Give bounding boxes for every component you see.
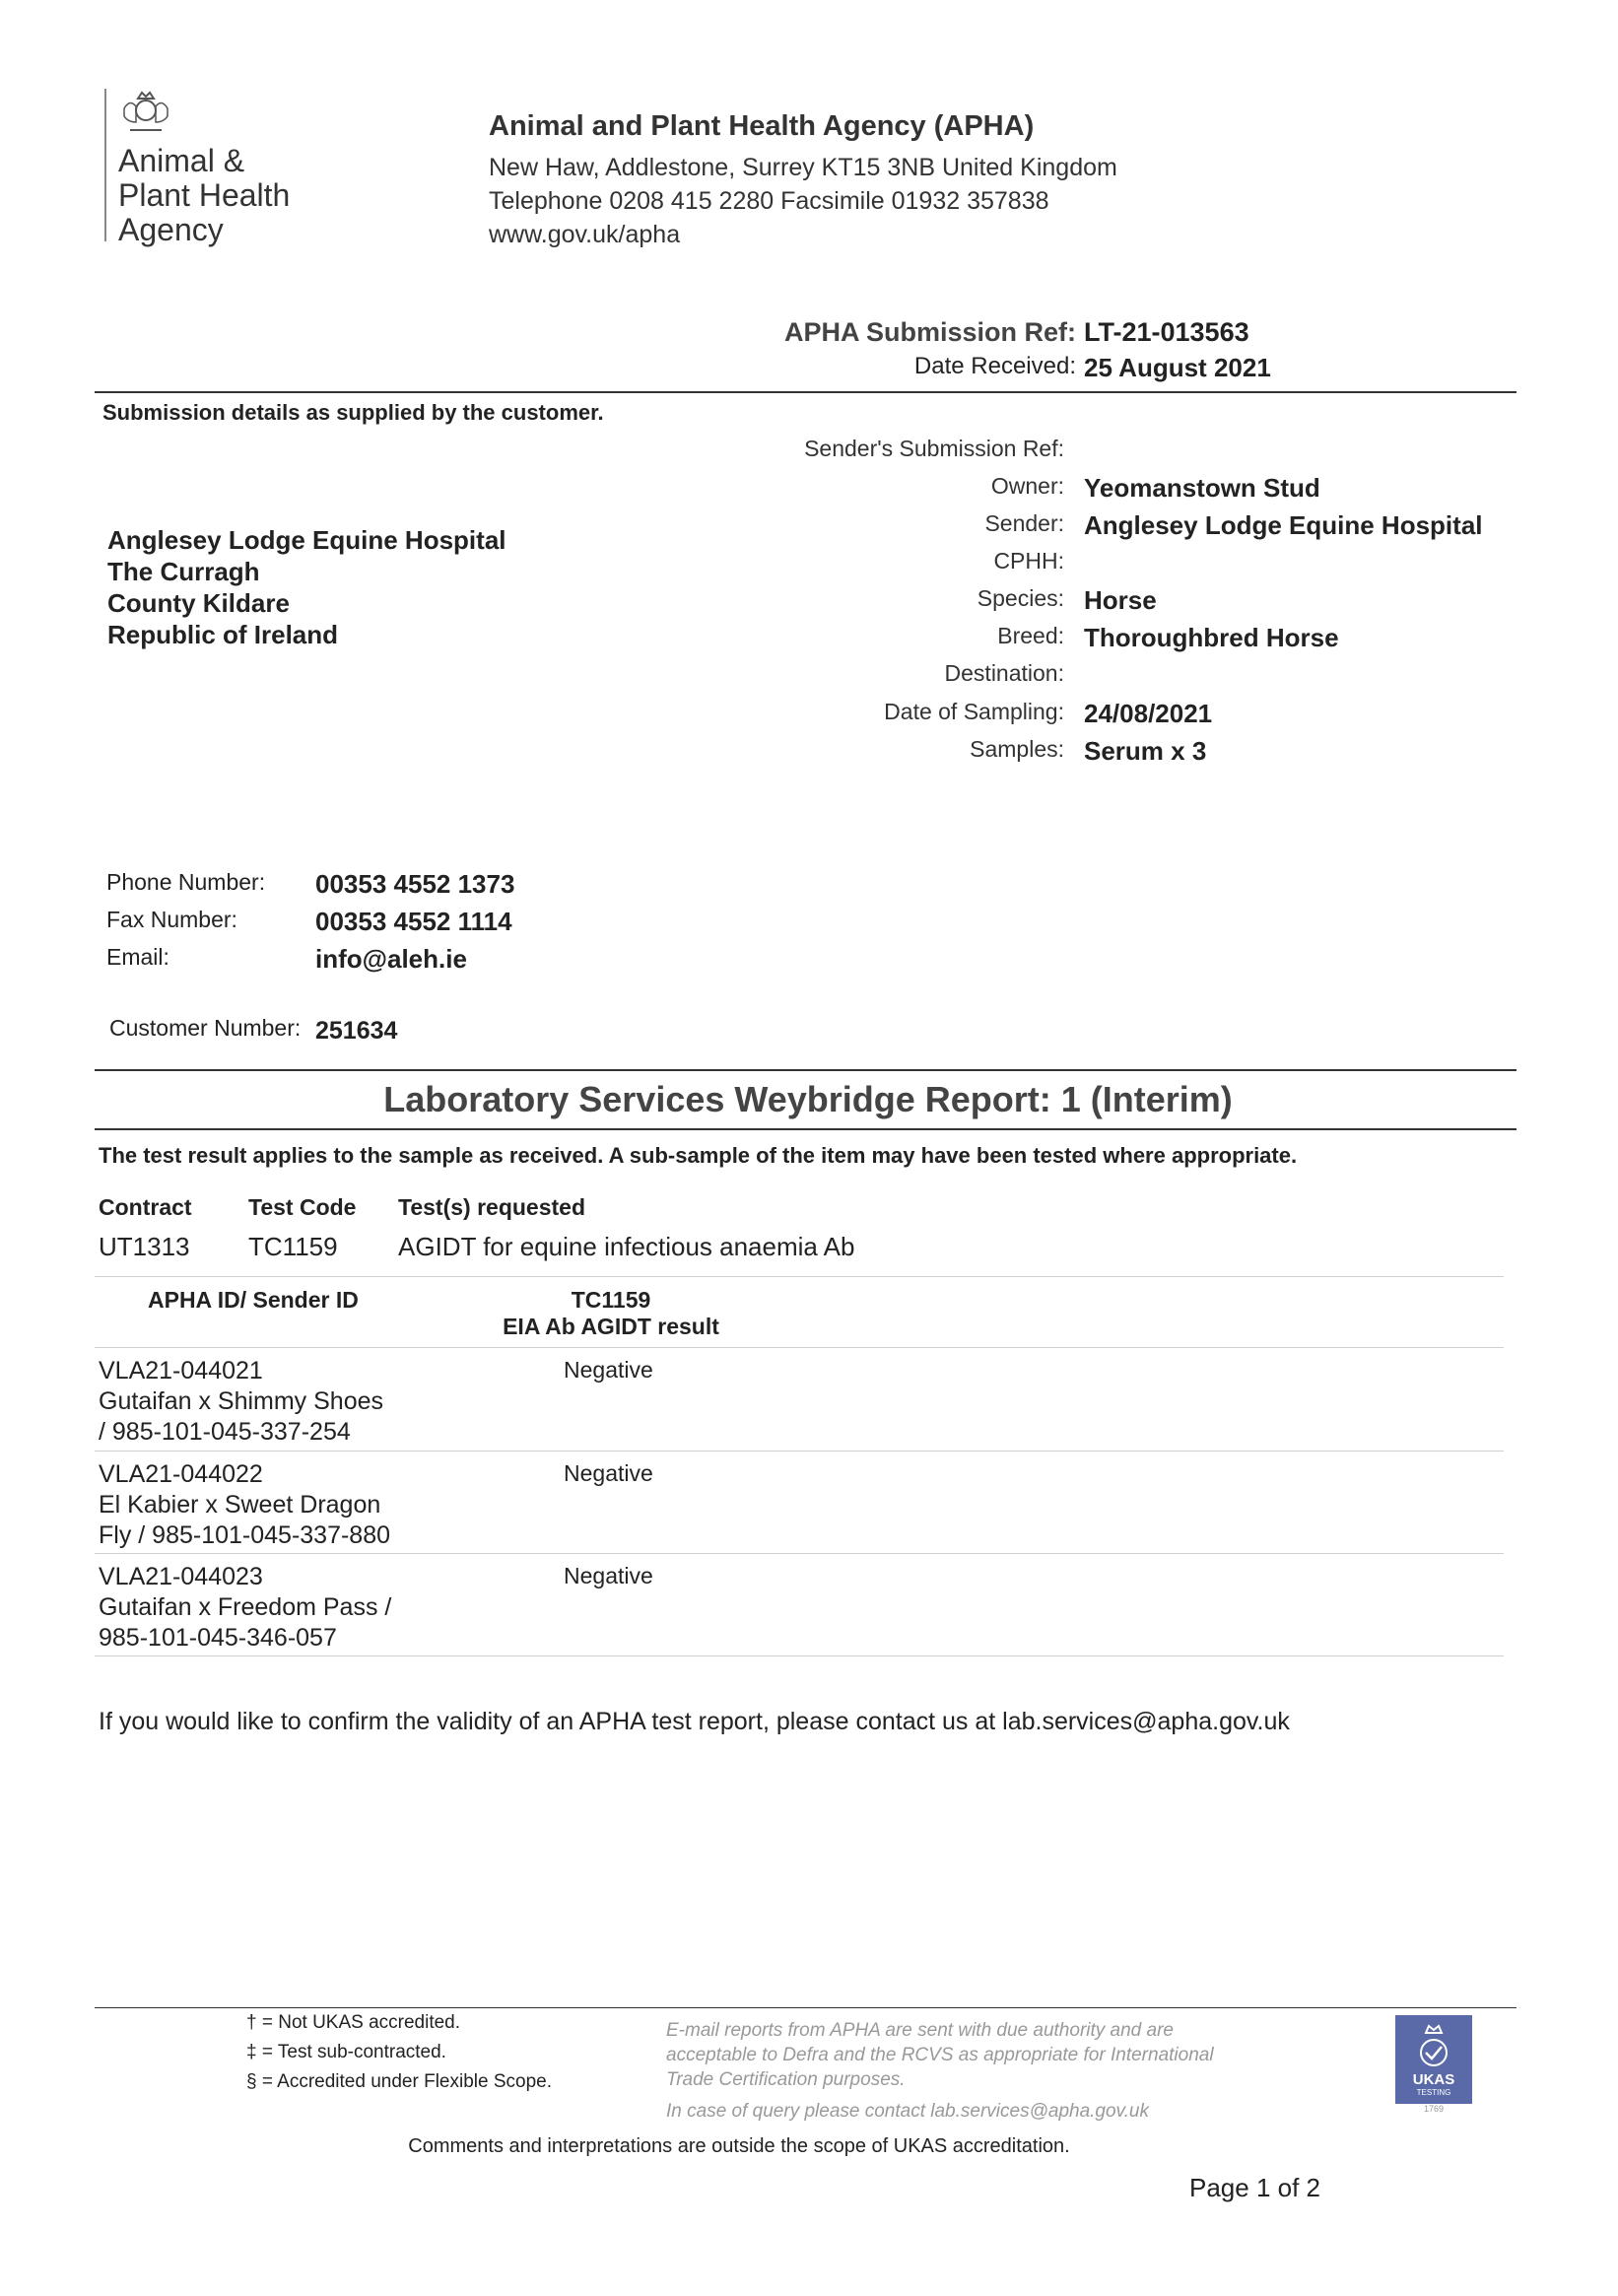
contract-value: UT1313 <box>99 1232 190 1261</box>
result-header-code: TC1159 <box>571 1287 651 1313</box>
customer-number-value: 251634 <box>315 1017 398 1045</box>
submission-ref-label: APHA Submission Ref: <box>783 317 1076 347</box>
ukas-label: UKAS <box>1412 2071 1455 2088</box>
agency-logo-text <box>118 144 290 247</box>
result-value: Negative <box>564 1563 653 1588</box>
logo-divider <box>104 89 106 241</box>
breed-value: Thoroughbred Horse <box>1084 623 1339 652</box>
ukas-sub: TESTING <box>1416 2088 1451 2097</box>
samples-label: Samples: <box>970 736 1064 762</box>
report-note: The test result applies to the sample as received. A sub-sample of the item may have been tested where appropriate. <box>99 1143 1298 1168</box>
fax-value: 00353 4552 1114 <box>315 907 512 936</box>
table-row <box>99 1356 383 1448</box>
email-disclaimer <box>666 2018 1336 2092</box>
disclaimer-line: Trade Certification purposes. <box>666 2069 906 2090</box>
phone-value: 00353 4552 1373 <box>315 869 515 899</box>
owner-value: Yeomanstown Stud <box>1084 473 1320 503</box>
ukas-crown-tick-icon <box>1409 2021 1458 2070</box>
logo-line: Animal & <box>118 143 245 178</box>
apha-id-header: APHA ID/ Sender ID <box>148 1287 359 1313</box>
footnote-item: ‡ = Test sub-contracted. <box>246 2042 446 2062</box>
confirmation-note: If you would like to confirm the validity of an APHA test report, please contact us at lab.services@apha.gov.uk <box>99 1708 1290 1735</box>
query-contact: In case of query please contact lab.services@apha.gov.uk <box>666 2101 1149 2122</box>
divider <box>95 1553 1504 1554</box>
footnote-item: † = Not UKAS accredited. <box>246 2012 461 2033</box>
sender-label: Sender: <box>984 510 1064 536</box>
date-received-label: Date Received: <box>913 353 1076 379</box>
submission-ref-value: LT-21-013563 <box>1084 317 1249 347</box>
ukas-number: 1769 <box>1423 2104 1445 2114</box>
tests-requested-value: AGIDT for equine infectious anaemia Ab <box>398 1232 855 1261</box>
divider <box>95 1128 1517 1130</box>
cphh-label: CPHH: <box>993 548 1064 574</box>
sender-id: / 985-101-045-337-254 <box>99 1418 351 1446</box>
divider <box>95 1655 1504 1656</box>
customer-number-label: Customer Number: <box>109 1015 302 1041</box>
date-received-value: 25 August 2021 <box>1084 353 1271 382</box>
sampling-date-value: 24/08/2021 <box>1084 699 1213 728</box>
report-title: Laboratory Services Weybridge Report: 1 (Interim) <box>383 1079 1233 1119</box>
sender-id: 985-101-045-346-057 <box>99 1624 337 1652</box>
table-row <box>99 1562 391 1654</box>
customer-address <box>107 524 506 650</box>
ukas-scope-note: Comments and interpretations are outside the scope of UKAS accreditation. <box>408 2135 1070 2157</box>
phone-label: Phone Number: <box>106 869 266 895</box>
divider <box>95 1347 1504 1348</box>
ukas-badge <box>1395 2015 1472 2114</box>
contract-header: Contract <box>99 1194 192 1220</box>
agency-address: New Haw, Addlestone, Surrey KT15 3NB United Kingdom <box>489 154 1117 181</box>
email-label: Email: <box>106 944 169 970</box>
page-number: Page 1 of 2 <box>1189 2173 1320 2202</box>
sender-id: Fly / 985-101-045-337-880 <box>99 1521 391 1549</box>
disclaimer-line: E-mail reports from APHA are sent with due authority and are <box>666 2020 1174 2041</box>
footnote-item: § = Accredited under Flexible Scope. <box>246 2071 552 2092</box>
address-line: The Curragh <box>107 557 260 586</box>
sender-ref-label: Sender's Submission Ref: <box>804 436 1064 461</box>
disclaimer-line: acceptable to Defra and the RCVS as appropriate for International <box>666 2045 1214 2065</box>
result-value: Negative <box>564 1460 653 1486</box>
agency-website[interactable]: www.gov.uk/apha <box>489 221 681 248</box>
divider <box>95 1451 1504 1452</box>
apha-id: VLA21-044021 <box>99 1357 263 1384</box>
logo-line: Agency <box>118 212 224 247</box>
fax-label: Fax Number: <box>106 907 237 932</box>
result-header-desc: EIA Ab AGIDT result <box>503 1314 719 1339</box>
test-code-header: Test Code <box>248 1194 357 1220</box>
tests-requested-header: Test(s) requested <box>398 1194 586 1220</box>
divider <box>95 1276 1504 1277</box>
address-line: Republic of Ireland <box>107 620 339 649</box>
agency-telephone: Telephone 0208 415 2280 Facsimile 01932 357838 <box>489 187 1049 215</box>
address-line: Anglesey Lodge Equine Hospital <box>107 525 506 555</box>
footnotes <box>246 2008 552 2097</box>
divider <box>95 391 1517 393</box>
royal-crest-icon <box>116 89 175 136</box>
table-row <box>99 1459 390 1551</box>
section-heading: Submission details as supplied by the customer. <box>102 400 604 425</box>
breed-label: Breed: <box>997 623 1064 648</box>
divider <box>95 1069 1517 1071</box>
species-label: Species: <box>977 585 1064 611</box>
destination-label: Destination: <box>944 660 1064 686</box>
sampling-date-label: Date of Sampling: <box>884 699 1064 724</box>
species-value: Horse <box>1084 585 1157 615</box>
apha-id: VLA21-044022 <box>99 1460 263 1488</box>
email-value[interactable]: info@aleh.ie <box>315 944 467 974</box>
result-header <box>498 1287 724 1340</box>
result-value: Negative <box>564 1357 653 1383</box>
sender-id: Gutaifan x Shimmy Shoes <box>99 1387 384 1415</box>
sender-id: Gutaifan x Freedom Pass / <box>99 1593 392 1621</box>
samples-value: Serum x 3 <box>1084 736 1207 766</box>
agency-name: Animal and Plant Health Agency (APHA) <box>489 110 1035 142</box>
owner-label: Owner: <box>990 473 1064 499</box>
apha-id: VLA21-044023 <box>99 1563 263 1590</box>
sender-id: El Kabier x Sweet Dragon <box>99 1491 381 1519</box>
sender-value: Anglesey Lodge Equine Hospital <box>1084 510 1483 540</box>
logo-line: Plant Health <box>118 177 291 213</box>
test-code-value: TC1159 <box>248 1232 338 1261</box>
address-line: County Kildare <box>107 588 290 618</box>
